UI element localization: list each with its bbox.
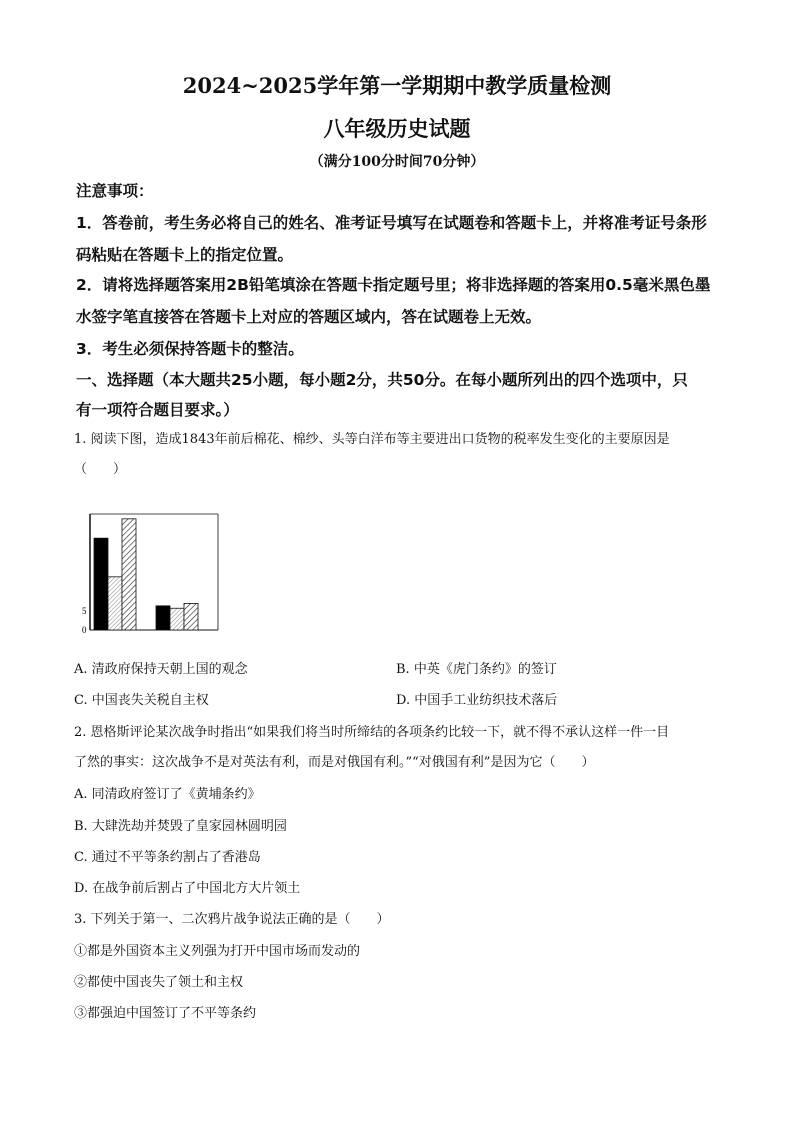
q3-item-3: ③都强迫中国签订了不平等条约 — [74, 1006, 257, 1021]
q2-option-a[interactable]: A. 同清政府签订了《黄埔条约》 — [74, 787, 261, 802]
q3-stem: 3. 下列关于第一、二次鸦片战争说法正确的是（ ） — [74, 912, 390, 927]
q1-stem-line-1: 1. 阅读下图，造成1843年前后棉花、棉纱、头等白洋布等主要进出口货物的税率发生变化的主要原因是 — [74, 432, 670, 447]
q2-option-c[interactable]: C. 通过不平等条约割占了香港岛 — [74, 850, 261, 865]
exam-subtitle: 八年级历史试题 — [323, 116, 471, 141]
notice-item-1-line-1: 1．答卷前，考生务必将自己的姓名、准考证号填写在试题卷和答题卡上，并将准考证号条形 — [76, 214, 707, 232]
q1-option-d[interactable]: D. 中国手工业纺织技术落后 — [396, 693, 558, 708]
tax-rate-chart-svg — [80, 510, 220, 638]
section-heading-line-2: 有一项符合题目要求。） — [76, 401, 239, 419]
q2-stem-line-2: 了然的事实：这次战争不是对英法有利，而是对俄国有利。”“对俄国有利”是因为它（ ） — [74, 755, 595, 770]
chart-bar-group-2-series-1 — [156, 606, 170, 630]
chart-bar-group-1-series-3 — [122, 519, 136, 630]
section-heading-line-1: 一、选择题（本大题共25小题，每小题2分，共50分。在每小题所列出的四个选项中，只 — [76, 371, 688, 389]
notice-item-3: 3．考生必须保持答题卡的整洁。 — [76, 340, 304, 358]
q1-options-row-2 — [74, 688, 734, 714]
exam-title: 2024~2025学年第一学期期中教学质量检测 — [182, 73, 612, 98]
notice-item-1-line-2: 码粘贴在答题卡上的指定位置。 — [76, 246, 294, 264]
q3-item-2: ②都使中国丧失了领土和主权 — [74, 975, 244, 990]
q2-option-b[interactable]: B. 大肆洗劫并焚毁了皇家园林圆明园 — [74, 819, 287, 834]
chart-bar-group-1-series-2 — [108, 577, 122, 630]
notice-item-2-line-2: 水签字笔直接答在答题卡上对应的答题区域内，答在试题卷上无效。 — [76, 308, 542, 326]
q1-stem-line-2: （ ） — [74, 462, 127, 477]
chart-bar-group-2-series-3 — [184, 603, 198, 630]
q1-option-b[interactable]: B. 中英《虎门条约》的签订 — [396, 662, 557, 677]
q1-option-c[interactable]: C. 中国丧失关税自主权 — [74, 693, 209, 708]
chart-tick-5: 5 — [82, 606, 87, 616]
chart-bar-group-1-series-1 — [94, 538, 108, 630]
exam-info: （满分100分时间70分钟） — [309, 154, 485, 170]
chart-tick-0: 0 — [82, 625, 87, 635]
q2-option-d[interactable]: D. 在战争前后割占了中国北方大片领土 — [74, 881, 301, 896]
notice-heading: 注意事项： — [76, 182, 154, 200]
q2-stem-line-1: 2. 恩格斯评论某次战争时指出“如果我们将当时所缔结的各项条约比较一下，就不得不承认这样一件一目 — [74, 725, 670, 740]
q1-option-a[interactable]: A. 清政府保持天朝上国的观念 — [74, 662, 248, 677]
tax-rate-chart — [80, 510, 220, 638]
chart-bar-group-2-series-2 — [170, 608, 184, 630]
notice-item-2-line-1: 2．请将选择题答案用2B铅笔填涂在答题卡指定题号里；将非选择题的答案用0.5毫米黑色墨 — [76, 276, 711, 294]
q3-item-1: ①都是外国资本主义列强为打开中国市场而发动的 — [74, 944, 361, 959]
q1-options-row-1 — [74, 657, 734, 683]
